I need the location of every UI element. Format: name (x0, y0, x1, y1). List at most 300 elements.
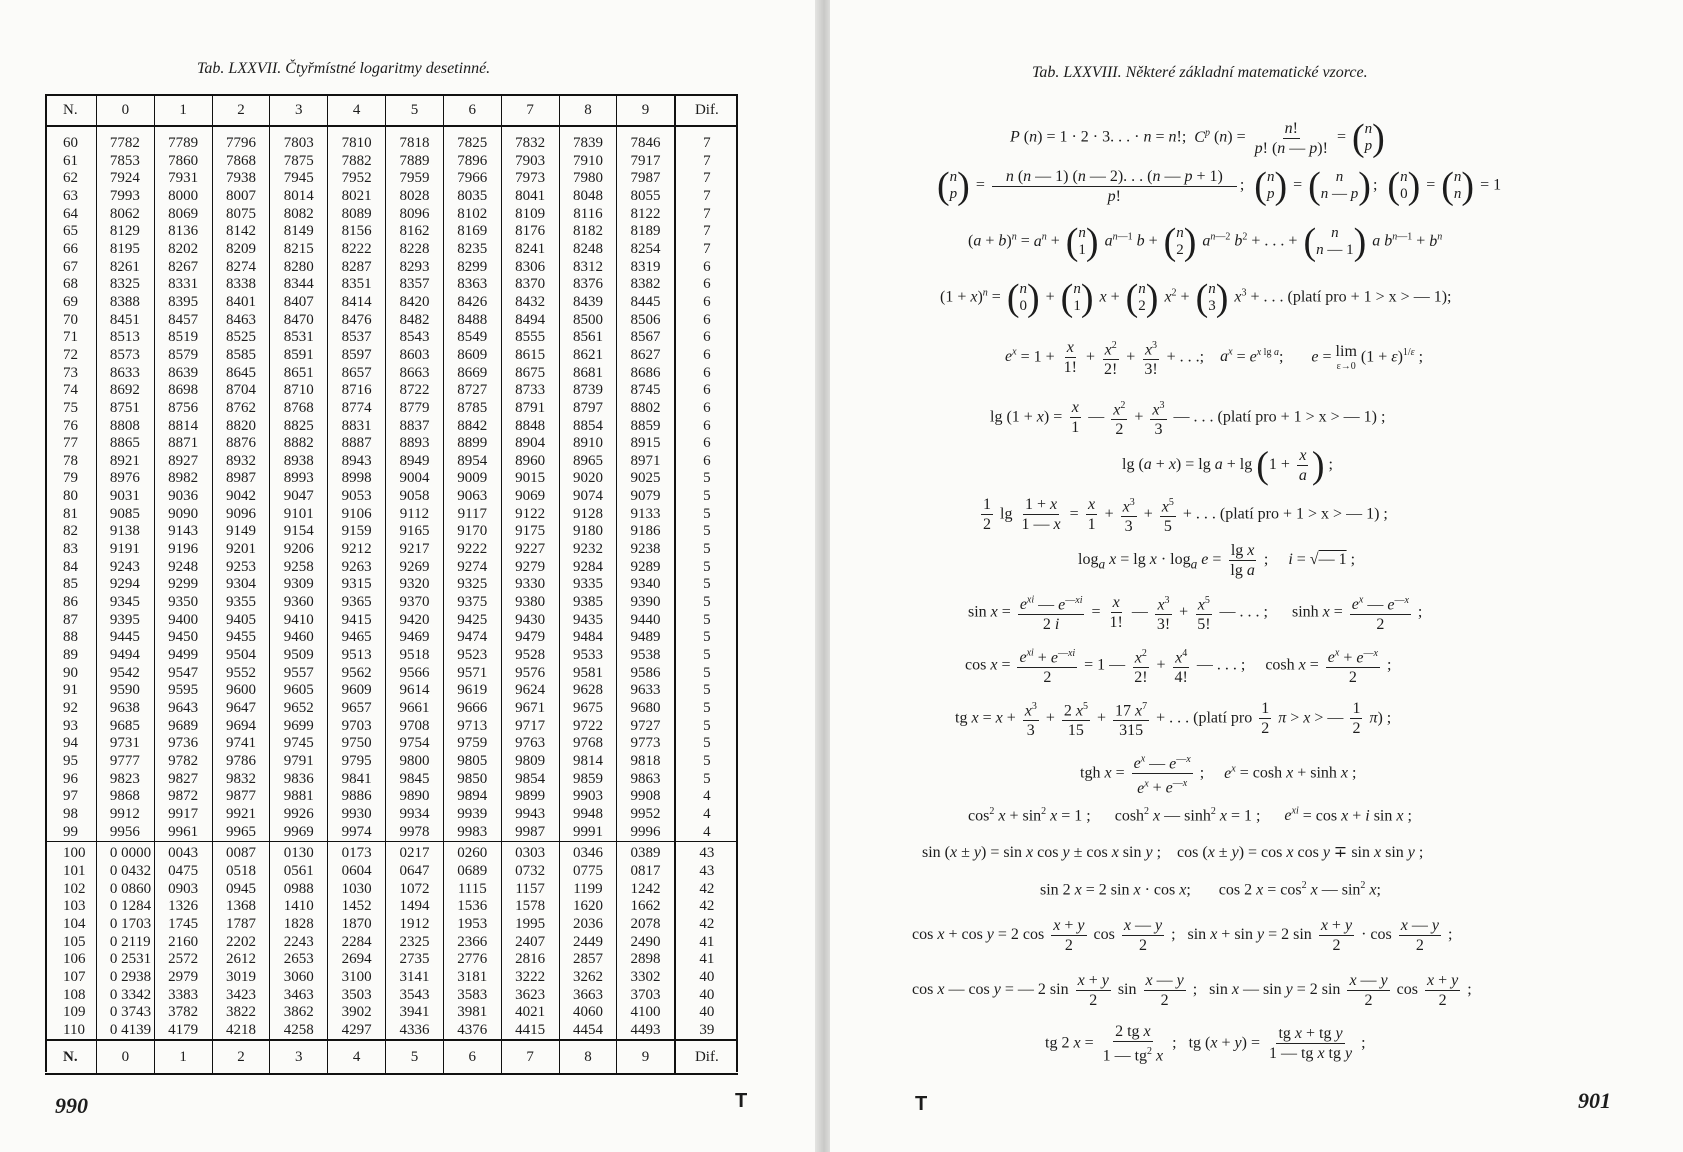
mantissa-cell: 9652 (270, 700, 328, 718)
mantissa-cell: 8779 (386, 400, 444, 418)
row-number: 110 (45, 1022, 96, 1041)
mantissa-cell: 4218 (212, 1022, 270, 1041)
row-number: 97 (45, 788, 96, 806)
mantissa-cell: 9727 (630, 717, 661, 734)
mantissa-cell: 8142 (212, 223, 270, 241)
mantissa-cell: 9694 (212, 718, 270, 736)
mantissa-cell: 9680 (630, 700, 661, 716)
mantissa-cell: 0173 (328, 842, 386, 863)
mantissa-cell: 4297 (328, 1022, 386, 1041)
mantissa-cell: 4060 (559, 1004, 617, 1022)
mantissa-cell: 8639 (154, 365, 212, 383)
mantissa-cell: 0604 (328, 863, 386, 881)
mantissa-cell: 9053 (328, 488, 386, 506)
mantissa-cell: 8797 (559, 400, 617, 418)
mantissa-cell: 9196 (154, 541, 212, 559)
mantissa-cell: 9410 (270, 612, 328, 630)
table-row (45, 241, 738, 259)
difference-cell: 5 (675, 523, 738, 541)
mantissa-cell: 9479 (501, 629, 559, 647)
mantissa-cell: 9974 (328, 824, 386, 842)
mantissa-cell: 9009 (443, 470, 501, 488)
mantissa-cell: 9079 (630, 488, 661, 505)
mantissa-cell: 1199 (559, 881, 617, 899)
difference-cell: 6 (675, 259, 738, 277)
mantissa-cell: 1662 (630, 898, 661, 915)
mantissa-cell: 8376 (559, 276, 617, 294)
column-header: Dif. (675, 95, 738, 126)
row-number: 98 (45, 806, 96, 824)
mantissa-cell: 8971 (630, 452, 661, 469)
mantissa-cell: 0945 (212, 881, 270, 899)
table-row (45, 523, 738, 541)
mantissa-cell: 8028 (386, 188, 444, 206)
table-row (45, 153, 738, 171)
mantissa-cell: 0903 (154, 881, 212, 899)
mantissa-cell: 9513 (328, 647, 386, 665)
column-header: 8 (559, 95, 617, 126)
mantissa-cell: 7853 (96, 153, 154, 171)
mantissa-cell: 8567 (630, 329, 661, 346)
mantissa-cell: 4336 (386, 1022, 444, 1041)
mantissa-cell: 9859 (559, 771, 617, 789)
row-number: 95 (45, 753, 96, 771)
row-number: 100 (45, 842, 96, 863)
mantissa-cell: 9547 (154, 665, 212, 683)
table-row (45, 329, 738, 347)
mantissa-cell: 2898 (630, 951, 661, 968)
column-header: 3 (270, 95, 328, 126)
mantissa-cell: 9469 (386, 629, 444, 647)
mantissa-cell: 3262 (559, 969, 617, 987)
mantissa-cell: 9768 (559, 735, 617, 753)
mantissa-cell: 9289 (630, 558, 661, 575)
mantissa-cell: 9903 (559, 788, 617, 806)
table-row (45, 206, 738, 224)
mantissa-cell: 9149 (212, 523, 270, 541)
row-number: 75 (45, 400, 96, 418)
table-row (45, 629, 738, 647)
mantissa-cell: 1326 (154, 898, 212, 916)
mantissa-cell: 7789 (154, 126, 212, 153)
mantissa-cell: 8627 (630, 346, 661, 363)
mantissa-cell: 8615 (501, 347, 559, 365)
row-number: 67 (45, 259, 96, 277)
right-page-number: 901 (1578, 1088, 1611, 1113)
mantissa-cell: 9455 (212, 629, 270, 647)
mantissa-cell: 1787 (212, 916, 270, 934)
table-row (45, 969, 738, 987)
mantissa-cell: 8306 (501, 259, 559, 277)
mantissa-cell: 2572 (154, 951, 212, 969)
formula-binomial-theorem: $(a + b)^n = a^n$ + ( n 1 ) $a^{n—1}$ b + ( n 2 ) $a^{n—2}$ $b^2$ + . . . + ( n n — 1 ) a $b^{n—1} + b^n$ (968, 221, 1443, 263)
mantissa-cell: 9899 (501, 788, 559, 806)
mantissa-cell: 8791 (501, 400, 559, 418)
mantissa-cell: 8222 (328, 241, 386, 259)
mantissa-cell: 7938 (212, 170, 270, 188)
mantissa-cell: 9504 (212, 647, 270, 665)
row-number: 79 (45, 470, 96, 488)
row-number: 83 (45, 541, 96, 559)
difference-cell: 5 (675, 682, 738, 700)
mantissa-cell: 9227 (501, 541, 559, 559)
mantissa-cell: 1452 (328, 898, 386, 916)
mantissa-cell: 2449 (559, 934, 617, 952)
difference-cell: 6 (675, 400, 738, 418)
difference-cell: 42 (675, 881, 738, 899)
mantissa-cell: 3302 (630, 968, 661, 985)
difference-cell: 7 (675, 223, 738, 241)
mantissa-cell: 8195 (96, 241, 154, 259)
difference-cell: 5 (675, 629, 738, 647)
mantissa-cell: 8987 (212, 470, 270, 488)
mantissa-cell: 9595 (154, 682, 212, 700)
mantissa-cell: 8482 (386, 312, 444, 330)
lim-subscript: ε→0 (1336, 361, 1356, 373)
mantissa-cell: 8633 (96, 365, 154, 383)
mantissa-cell: 7839 (559, 126, 617, 153)
mantissa-cell: 2366 (443, 934, 501, 952)
column-footer: 1 (154, 1040, 212, 1074)
mantissa-cell: 8388 (96, 294, 154, 312)
mantissa-cell: 9661 (386, 700, 444, 718)
mantissa-cell: 9222 (443, 541, 501, 559)
mantissa-cell: 9542 (96, 665, 154, 683)
mantissa-cell: 7810 (328, 126, 386, 153)
mantissa-cell: 9841 (328, 771, 386, 789)
mantissa-cell: 8357 (386, 276, 444, 294)
mantissa-cell: 9133 (630, 505, 661, 522)
row-number: 91 (45, 682, 96, 700)
formula-log-sum: lg (a + x) = lg a + lg (1 + $\frac{x}{a}$ ) ; (1122, 444, 1333, 487)
mantissa-cell: 2202 (212, 934, 270, 952)
table-row (45, 470, 738, 488)
mantissa-cell: 8235 (443, 241, 501, 259)
difference-cell: 5 (675, 594, 738, 612)
mantissa-cell: 9058 (386, 488, 444, 506)
table-row (45, 506, 738, 524)
mantissa-cell: 8848 (501, 418, 559, 436)
mantissa-cell: 9400 (154, 612, 212, 630)
mantissa-cell: 8189 (630, 223, 661, 240)
formula-binomial-series: $(1 + x)^n$ = ( n 0 ) + ( n 1 ) x + ( n 2 ) $x^2$ + ( n 3 ) $x^3$ + . . . (platí pro + 1 > x > — 1); (940, 277, 1452, 319)
mantissa-cell: 7903 (501, 153, 559, 171)
column-footer: 0 (96, 1040, 154, 1074)
mantissa-cell: 9845 (386, 771, 444, 789)
row-number: 103 (45, 898, 96, 916)
mantissa-cell: 8169 (443, 223, 501, 241)
mantissa-cell: 1157 (501, 881, 559, 899)
mantissa-cell: 9759 (443, 735, 501, 753)
mantissa-cell: 3060 (270, 969, 328, 987)
mantissa-cell: 8745 (630, 382, 661, 399)
mantissa-cell: 0043 (154, 842, 212, 863)
mantissa-cell: 8075 (212, 206, 270, 224)
mantissa-cell: 9450 (154, 629, 212, 647)
mantissa-cell: 9243 (96, 559, 154, 577)
mantissa-cell: 8949 (386, 453, 444, 471)
mantissa-cell: 9117 (443, 506, 501, 524)
mantissa-cell: 9128 (559, 506, 617, 524)
mantissa-cell: 1494 (386, 898, 444, 916)
row-number: 71 (45, 329, 96, 347)
mantissa-cell: 9777 (96, 753, 154, 771)
mantissa-cell: 9600 (212, 682, 270, 700)
mantissa-cell: 8854 (559, 418, 617, 436)
difference-cell: 7 (675, 188, 738, 206)
mantissa-cell: 9191 (96, 541, 154, 559)
column-footer: Dif. (675, 1040, 738, 1074)
difference-cell: 5 (675, 541, 738, 559)
mantissa-cell: 4493 (630, 1021, 661, 1038)
mantissa-cell: 8762 (212, 400, 270, 418)
row-number: 78 (45, 453, 96, 471)
mantissa-cell: 9722 (559, 718, 617, 736)
row-number: 93 (45, 718, 96, 736)
mantissa-cell: 9090 (154, 506, 212, 524)
table-row (45, 541, 738, 559)
mantissa-cell: 1828 (270, 916, 328, 934)
mantissa-cell: 9533 (559, 647, 617, 665)
mantissa-cell: 1745 (154, 916, 212, 934)
mantissa-cell: 8645 (212, 365, 270, 383)
table-row (45, 718, 738, 736)
column-header: 4 (328, 95, 386, 126)
mantissa-cell: 9304 (212, 576, 270, 594)
mantissa-cell: 9763 (501, 735, 559, 753)
mantissa-cell: 9420 (386, 612, 444, 630)
mantissa-cell: 0217 (386, 842, 444, 863)
formula-tangent-double: tg 2 x = $\frac{\text{2 tg x}}{1 — tg^2 x}$ ; tg (x + y) = $\frac{\text{tg x + tg y}}{\text{1 — tg x tg y}}$ ; (1045, 1023, 1366, 1065)
row-number: 82 (45, 523, 96, 541)
row-number: 90 (45, 665, 96, 683)
mantissa-cell: 8096 (386, 206, 444, 224)
table-footer-row (45, 1040, 738, 1074)
row-number: 102 (45, 881, 96, 899)
right-page-marker: T (915, 1093, 928, 1115)
mantissa-cell: 2694 (328, 951, 386, 969)
mantissa-cell: 7882 (328, 153, 386, 171)
mantissa-cell: 9689 (154, 718, 212, 736)
mantissa-cell: 8555 (501, 329, 559, 347)
difference-cell: 6 (675, 453, 738, 471)
mantissa-cell: 8293 (386, 259, 444, 277)
mantissa-cell: 0775 (559, 863, 617, 881)
table-row (45, 898, 738, 916)
mantissa-cell: 4454 (559, 1022, 617, 1041)
mantissa-cell: 9894 (443, 788, 501, 806)
mantissa-cell: 0689 (443, 863, 501, 881)
table-row (45, 934, 738, 952)
table-row (45, 559, 738, 577)
mantissa-cell: 9703 (328, 718, 386, 736)
mantissa-cell: 8733 (501, 382, 559, 400)
mantissa-cell: 8287 (328, 259, 386, 277)
mantissa-cell: 0647 (386, 863, 444, 881)
mantissa-cell: 8014 (270, 188, 328, 206)
mantissa-cell: 8722 (386, 382, 444, 400)
mantissa-cell: 8156 (328, 223, 386, 241)
mantissa-cell: 1953 (443, 916, 501, 934)
table-row (45, 700, 738, 718)
table-row (45, 259, 738, 277)
mantissa-cell: 8651 (270, 365, 328, 383)
mantissa-cell: 8506 (630, 311, 661, 328)
difference-cell: 5 (675, 506, 738, 524)
mantissa-cell: 8698 (154, 382, 212, 400)
mantissa-cell: 9085 (96, 506, 154, 524)
mantissa-cell: 8865 (96, 435, 154, 453)
mantissa-cell: 9566 (386, 665, 444, 683)
mantissa-cell: 9877 (212, 788, 270, 806)
mantissa-cell: 9643 (154, 700, 212, 718)
row-number: 61 (45, 153, 96, 171)
mantissa-cell: 8710 (270, 382, 328, 400)
mantissa-cell: 9159 (328, 523, 386, 541)
condition-text: (platí pro + 1 > x > — 1); (1287, 288, 1452, 306)
row-number: 86 (45, 594, 96, 612)
mantissa-cell: 7825 (443, 126, 501, 153)
row-number: 73 (45, 365, 96, 383)
mantissa-cell: 9238 (630, 541, 661, 558)
mantissa-cell: 9518 (386, 647, 444, 665)
mantissa-cell: 8451 (96, 312, 154, 330)
mantissa-cell: 8513 (96, 329, 154, 347)
mantissa-cell: 9750 (328, 735, 386, 753)
mantissa-cell: 9943 (501, 806, 559, 824)
difference-cell: 5 (675, 647, 738, 665)
mantissa-cell: 8537 (328, 329, 386, 347)
row-number: 101 (45, 863, 96, 881)
mantissa-cell: 9991 (559, 824, 617, 842)
row-number: 62 (45, 170, 96, 188)
mantissa-cell: 9571 (443, 665, 501, 683)
table-row (45, 916, 738, 934)
mantissa-cell: 9832 (212, 771, 270, 789)
mantissa-cell: 1072 (386, 881, 444, 899)
row-number: 94 (45, 735, 96, 753)
mantissa-cell: 9939 (443, 806, 501, 824)
mantissa-cell: 9948 (559, 806, 617, 824)
difference-cell: 5 (675, 488, 738, 506)
mantissa-cell: 8561 (559, 329, 617, 347)
mantissa-cell: 8122 (630, 205, 661, 222)
mantissa-cell: 7846 (630, 135, 661, 151)
mantissa-cell: 4258 (270, 1022, 328, 1041)
row-number: 89 (45, 647, 96, 665)
mantissa-cell: 1242 (630, 880, 661, 897)
mantissa-cell: 8621 (559, 347, 617, 365)
mantissa-cell: 9741 (212, 735, 270, 753)
mantissa-cell: 8274 (212, 259, 270, 277)
mantissa-cell: 8899 (443, 435, 501, 453)
mantissa-cell: 2078 (630, 915, 661, 932)
logarithm-table (45, 94, 738, 1074)
mantissa-cell: 9101 (270, 506, 328, 524)
mantissa-cell: 9445 (96, 629, 154, 647)
mantissa-cell: 7832 (501, 126, 559, 153)
difference-cell: 4 (675, 824, 738, 842)
column-footer: 9 (617, 1040, 675, 1074)
mantissa-cell: 8543 (386, 329, 444, 347)
mantissa-cell: 2612 (212, 951, 270, 969)
table-row (45, 951, 738, 969)
mantissa-cell: 0303 (501, 842, 559, 863)
mantissa-cell: 9863 (630, 770, 661, 787)
mantissa-cell: 9284 (559, 559, 617, 577)
mantissa-cell: 8445 (630, 293, 661, 310)
mantissa-cell: 8768 (270, 400, 328, 418)
mantissa-cell: 7868 (212, 153, 270, 171)
mantissa-cell: 9978 (386, 824, 444, 842)
column-footer: 7 (501, 1040, 559, 1074)
mantissa-cell: 9263 (328, 559, 386, 577)
mantissa-cell: 9499 (154, 647, 212, 665)
mantissa-cell: 9713 (443, 718, 501, 736)
mantissa-cell: 9647 (212, 700, 270, 718)
formula-sum-to-product-2: cos x — cos y = — 2 sin $\frac{x + y}{2}$ sin $\frac{x — y}{2}$ ; sin x — sin y = 2 sin $\frac{x — y}{2}$ cos $\frac{x + y}{2}$ ; (912, 972, 1472, 1009)
mantissa-cell: 8831 (328, 418, 386, 436)
mantissa-cell: 8426 (443, 294, 501, 312)
mantissa-cell: 9042 (212, 488, 270, 506)
table-header-row (45, 95, 738, 126)
difference-cell: 5 (675, 700, 738, 718)
row-number: 105 (45, 934, 96, 952)
mantissa-cell: 9047 (270, 488, 328, 506)
mantissa-cell: 8739 (559, 382, 617, 400)
mantissa-cell: 8370 (501, 276, 559, 294)
mantissa-cell: 2243 (270, 934, 328, 952)
mantissa-cell: 9279 (501, 559, 559, 577)
mantissa-cell: 9800 (386, 753, 444, 771)
mantissa-cell: 9773 (630, 735, 661, 752)
mantissa-cell: 1115 (443, 881, 501, 899)
table-row (45, 735, 738, 753)
mantissa-cell: 8395 (154, 294, 212, 312)
mantissa-cell: 8927 (154, 453, 212, 471)
mantissa-cell: 9370 (386, 594, 444, 612)
difference-cell: 41 (675, 934, 738, 952)
mantissa-cell: 7860 (154, 153, 212, 171)
mantissa-cell: 9890 (386, 788, 444, 806)
mantissa-cell: 8500 (559, 312, 617, 330)
mantissa-cell: 9154 (270, 523, 328, 541)
table-row (45, 294, 738, 312)
mantissa-cell: 8280 (270, 259, 328, 277)
mantissa-cell: 9484 (559, 629, 617, 647)
mantissa-cell: 3463 (270, 987, 328, 1005)
mantissa-cell: 0817 (630, 862, 661, 879)
column-footer: 5 (386, 1040, 444, 1074)
mantissa-cell: 9489 (630, 629, 661, 646)
mantissa-cell: 1620 (559, 898, 617, 916)
mantissa-cell: 8820 (212, 418, 270, 436)
difference-cell: 6 (675, 312, 738, 330)
column-footer: 2 (212, 1040, 270, 1074)
mantissa-cell: 9996 (630, 823, 661, 840)
mantissa-cell: 1410 (270, 898, 328, 916)
column-header: 7 (501, 95, 559, 126)
mantissa-cell: 9850 (443, 771, 501, 789)
mantissa-cell: 3543 (386, 987, 444, 1005)
mantissa-cell: 8609 (443, 347, 501, 365)
difference-cell: 5 (675, 470, 738, 488)
mantissa-cell: 9868 (96, 788, 154, 806)
mantissa-cell: 4415 (501, 1022, 559, 1041)
table-row (45, 453, 738, 471)
mantissa-cell: 8069 (154, 206, 212, 224)
difference-cell: 5 (675, 771, 738, 789)
